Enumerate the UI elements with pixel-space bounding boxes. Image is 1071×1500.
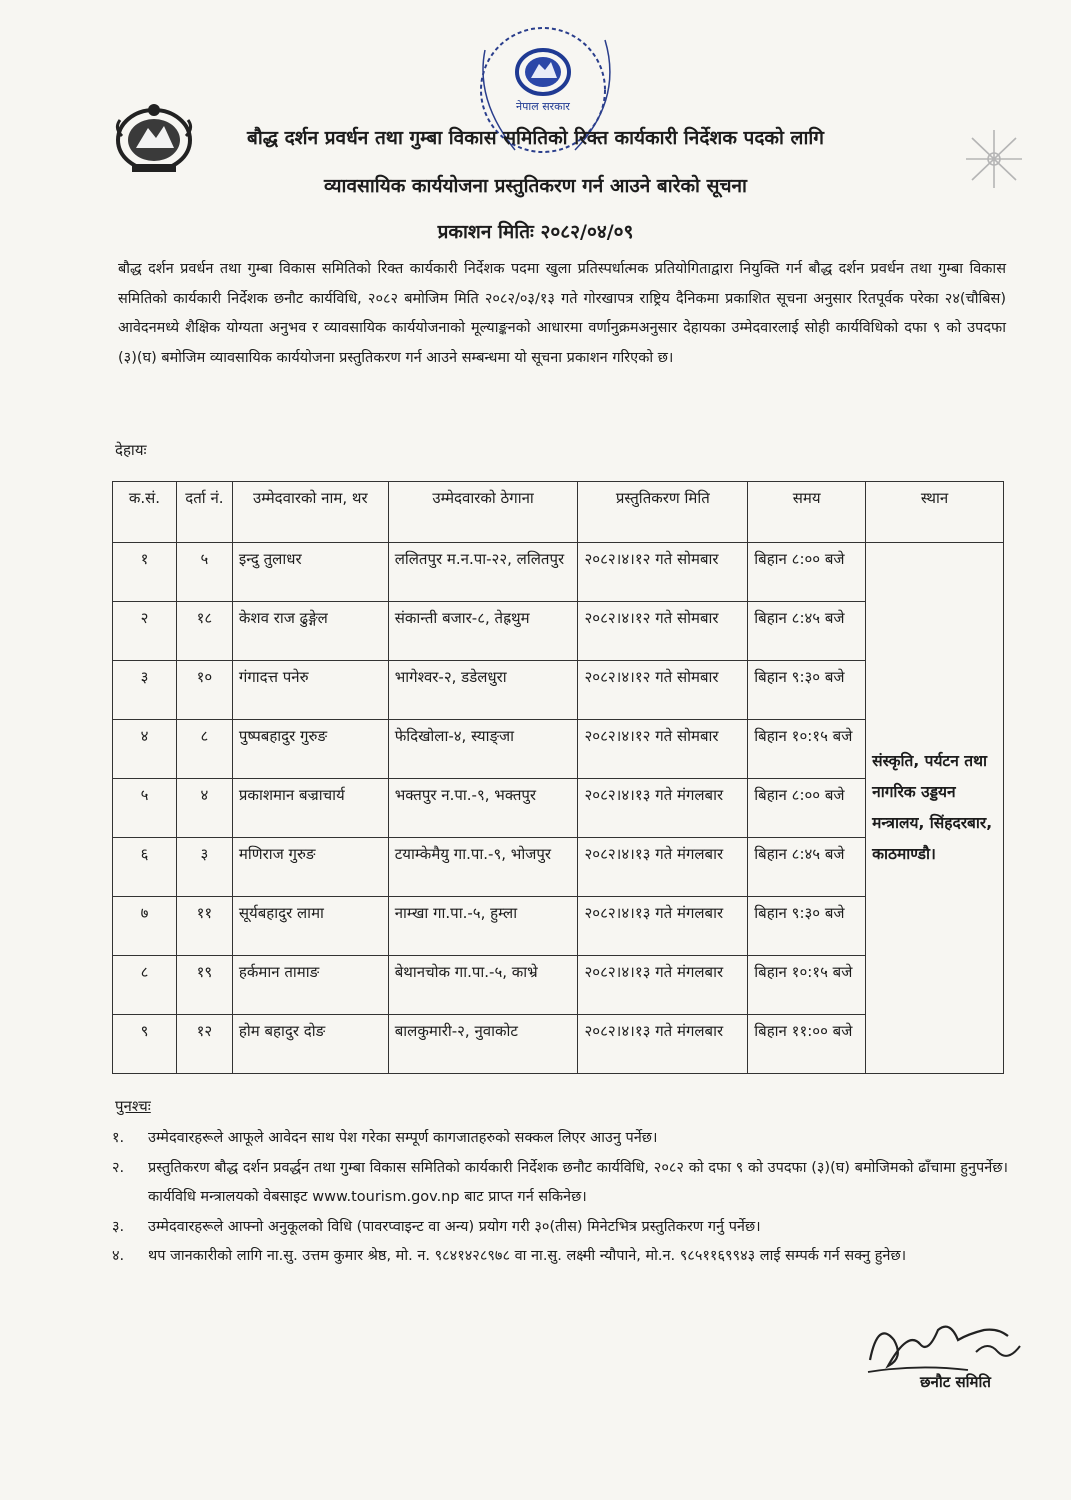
notice-title-line1: बौद्ध दर्शन प्रवर्धन तथा गुम्बा विकास समितिको रिक्त कार्यकारी निर्देशक पदको लागि bbox=[247, 127, 824, 149]
cell-name: गंगादत्त पनेरु bbox=[232, 661, 388, 720]
cell-name: होम बहादुर दोङ bbox=[232, 1015, 388, 1074]
header-address: उम्मेदवारको ठेगाना bbox=[388, 482, 578, 543]
cell-time: बिहान ९:३० बजे bbox=[748, 897, 866, 956]
cell-name: पुष्पबहादुर गुरुङ bbox=[232, 720, 388, 779]
note-number: ४. bbox=[112, 1248, 125, 1264]
dehaya-label: देहायः bbox=[115, 441, 147, 459]
cell-address: टयाम्केमैयु गा.पा.-९, भोजपुर bbox=[388, 838, 578, 897]
cell-address: नाम्खा गा.पा.-५, हुम्ला bbox=[388, 897, 578, 956]
notes-list bbox=[112, 1124, 1008, 1272]
table-row bbox=[113, 543, 1004, 602]
cell-reg-no: ४ bbox=[176, 779, 232, 838]
cell-time: बिहान ८:४५ बजे bbox=[748, 838, 866, 897]
cell-sn: ३ bbox=[113, 661, 177, 720]
cell-reg-no: १२ bbox=[176, 1015, 232, 1074]
cell-address: ललितपुर म.न.पा-२२, ललितपुर bbox=[388, 543, 578, 602]
cell-name: प्रकाशमान बज्राचार्य bbox=[232, 779, 388, 838]
cell-reg-no: ३ bbox=[176, 838, 232, 897]
cell-time: बिहान ८:४५ बजे bbox=[748, 602, 866, 661]
list-item bbox=[112, 1154, 1008, 1213]
cell-address: भक्तपुर न.पा.-९, भक्तपुर bbox=[388, 779, 578, 838]
cell-time: बिहान ९:३० बजे bbox=[748, 661, 866, 720]
cell-date: २०८२।४।१३ गते मंगलबार bbox=[578, 1015, 748, 1074]
cell-date: २०८२।४।१२ गते सोमबार bbox=[578, 543, 748, 602]
note-number: ३. bbox=[112, 1218, 125, 1235]
signature-label: छनौट समिति bbox=[920, 1373, 991, 1391]
cell-address: फेदिखोला-४, स्याङ्जा bbox=[388, 720, 578, 779]
header-sn: क.सं. bbox=[113, 482, 177, 543]
cell-name: केशव राज ढुङ्गेल bbox=[232, 602, 388, 661]
notice-title-line2: व्यावसायिक कार्ययोजना प्रस्तुतिकरण गर्न आउने बारेको सूचना bbox=[324, 175, 747, 197]
note-text: उम्मेदवारहरूले आफूले आवेदन साथ पेश गरेका सम्पूर्ण कागजातहरुको सक्कल लिएर आउनु पर्नेछ। bbox=[148, 1130, 658, 1146]
cell-sn: ८ bbox=[113, 956, 177, 1015]
note-text: उम्मेदवारहरूले आफ्नो अनुकूलको विधि (पावरप्वाइन्ट वा अन्य) प्रयोग गरी ३०(तीस) मिनेटभित्र प्रस्तुतिकरण गर्नु पर्नेछ। bbox=[148, 1218, 761, 1235]
cell-time: बिहान १०:१५ बजे bbox=[748, 720, 866, 779]
cell-sn: ७ bbox=[113, 897, 177, 956]
cell-sn: २ bbox=[113, 602, 177, 661]
notes-title: पुनश्चः bbox=[115, 1097, 151, 1115]
publication-date: प्रकाशन मितिः २०८२/०४/०९ bbox=[437, 221, 634, 243]
note-number: १. bbox=[112, 1130, 125, 1146]
header-place: स्थान bbox=[866, 482, 1004, 543]
cell-time: बिहान ८:०० बजे bbox=[748, 779, 866, 838]
cell-name: हर्कमान तामाङ bbox=[232, 956, 388, 1015]
cell-reg-no: १९ bbox=[176, 956, 232, 1015]
cell-reg-no: ११ bbox=[176, 897, 232, 956]
cell-sn: १ bbox=[113, 543, 177, 602]
cell-time: बिहान १०:१५ बजे bbox=[748, 956, 866, 1015]
note-text: प्रस्तुतिकरण बौद्ध दर्शन प्रवर्द्धन तथा गुम्बा विकास समितिको कार्यकारी निर्देशक छनौट कार्यविधि, २०८२ को दफा ९ को उपदफा (३)(घ) बमोजिमको ढाँचामा हुनुपर्नेछ। कार्यविधि मन्त्रालयको वेबसाइट www.tourism.gov.np बाट प्राप्त गर्न सकिनेछ। bbox=[148, 1159, 1008, 1205]
intro-paragraph: बौद्ध दर्शन प्रवर्धन तथा गुम्बा विकास समितिको रिक्त कार्यकारी निर्देशक पदमा खुला प्रतिस्पर्धात्मक प्रतियोगिताद्वारा नियुक्ति गर्न बौद्ध दर्शन प्रवर्धन तथा गुम्बा विकास समितिको कार्यकारी निर्देशक छनौट कार्यविधि, २०८२ बमोजिम मिति २०८२/०३/१३ गते गोरखापत्र राष्ट्रिय दैनिकमा प्रकाशित सूचना अनुसार रितपूर्वक परेका २४(चौबिस) आवेदनमध्ये शैक्षिक योग्यता अनुभव र व्यावसायिक कार्ययोजनाको मूल्याङ्कनको आधारमा वर्णानुक्रमअनुसार देहायका उम्मेदवारलाई सोही कार्यविधिको दफा ९ को उपदफा (३)(घ) बमोजिम व्यावसायिक कार्ययोजना प्रस्तुतिकरण गर्न आउने सम्बन्धमा यो सूचना प्रकाशन गरिएको छ। bbox=[118, 261, 1006, 366]
cell-date: २०८२।४।१२ गते सोमबार bbox=[578, 661, 748, 720]
cell-time: बिहान ११:०० बजे bbox=[748, 1015, 866, 1074]
cell-date: २०८२।४।१२ गते सोमबार bbox=[578, 602, 748, 661]
cell-sn: ४ bbox=[113, 720, 177, 779]
cell-reg-no: १० bbox=[176, 661, 232, 720]
table-header-row bbox=[113, 482, 1004, 543]
header-name: उम्मेदवारको नाम, थर bbox=[232, 482, 388, 543]
cell-date: २०८२।४।१२ गते सोमबार bbox=[578, 720, 748, 779]
cell-time: बिहान ८:०० बजे bbox=[748, 543, 866, 602]
header-date: प्रस्तुतिकरण मिति bbox=[578, 482, 748, 543]
cell-date: २०८२।४।१३ गते मंगलबार bbox=[578, 897, 748, 956]
note-number: २. bbox=[112, 1159, 125, 1176]
cell-reg-no: १८ bbox=[176, 602, 232, 661]
cell-place: संस्कृति, पर्यटन तथा नागरिक उड्डयन मन्त्रालय, सिंहदरबार, काठमाण्डौ। bbox=[866, 543, 1004, 1074]
cell-date: २०८२।४।१३ गते मंगलबार bbox=[578, 779, 748, 838]
cell-name: सूर्यबहादुर लामा bbox=[232, 897, 388, 956]
cell-date: २०८२।४।१३ गते मंगलबार bbox=[578, 838, 748, 897]
cell-sn: ६ bbox=[113, 838, 177, 897]
cell-address: बेथानचोक गा.पा.-५, काभ्रे bbox=[388, 956, 578, 1015]
header-time: समय bbox=[748, 482, 866, 543]
list-item bbox=[112, 1124, 1008, 1154]
seal-text: नेपाल सरकार bbox=[516, 100, 570, 113]
cell-sn: ५ bbox=[113, 779, 177, 838]
cell-address: संकान्ती बजार-८, तेह्रथुम bbox=[388, 602, 578, 661]
cell-name: मणिराज गुरुङ bbox=[232, 838, 388, 897]
header-reg-no: दर्ता नं. bbox=[176, 482, 232, 543]
cell-address: भागेश्वर-२, डडेलधुरा bbox=[388, 661, 578, 720]
note-text: थप जानकारीको लागि ना.सु. उत्तम कुमार श्रेष्ठ, मो. न. ९८४१४२८९७८ वा ना.सु. लक्ष्मी न्यौपाने, मो.न. ९८५११६९९४३ लाई सम्पर्क गर्न सक्नु हुनेछ। bbox=[148, 1248, 907, 1264]
cell-address: बालकुमारी-२, नुवाकोट bbox=[388, 1015, 578, 1074]
list-item bbox=[112, 1213, 1008, 1243]
list-item bbox=[112, 1242, 1008, 1272]
cell-date: २०८२।४।१३ गते मंगलबार bbox=[578, 956, 748, 1015]
cell-reg-no: ८ bbox=[176, 720, 232, 779]
candidate-table bbox=[112, 481, 1004, 1074]
cell-sn: ९ bbox=[113, 1015, 177, 1074]
cell-reg-no: ५ bbox=[176, 543, 232, 602]
cell-name: इन्दु तुलाधर bbox=[232, 543, 388, 602]
